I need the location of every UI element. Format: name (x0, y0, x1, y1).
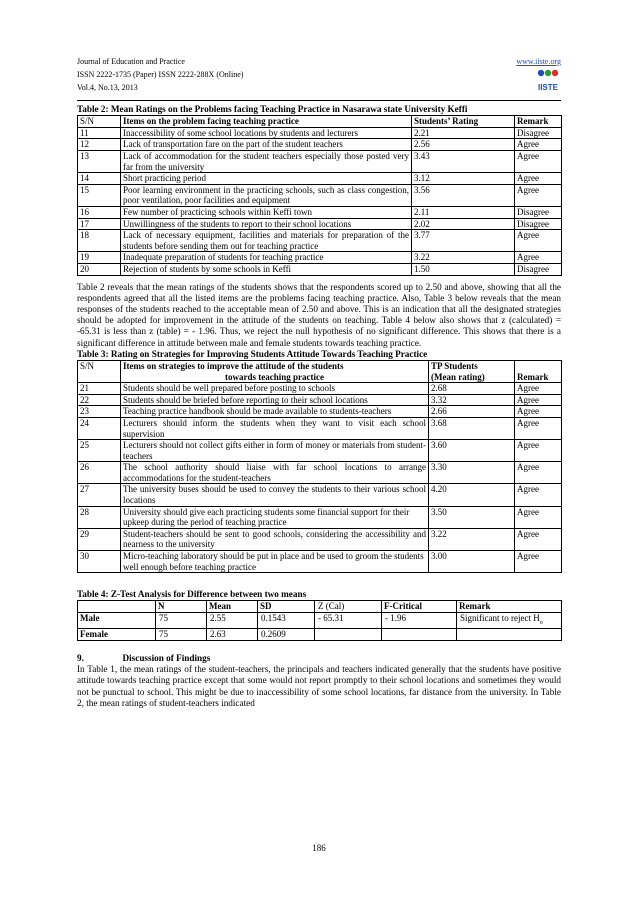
table-cell: 2.68 (429, 383, 515, 395)
table-cell: Agree (515, 139, 562, 151)
table-cell: Disagree (515, 218, 562, 230)
table-row (78, 263, 562, 275)
table-cell: 29 (78, 528, 121, 550)
table-row (78, 173, 562, 185)
table-row (78, 184, 562, 206)
table-cell: 22 (78, 394, 121, 406)
table-row (78, 417, 562, 439)
table-cell: Few number of practicing schools within Keffi town (121, 206, 412, 218)
section-title: Discussion of Findings (122, 653, 211, 663)
table-cell: 2.02 (412, 218, 515, 230)
table2-header-cell: Students’ Rating (412, 116, 515, 128)
table-cell: 17 (78, 218, 121, 230)
remark-subscript: o (539, 619, 543, 626)
table-cell: Agree (515, 252, 562, 264)
table-row (78, 139, 562, 151)
table-cell: 3.60 (429, 440, 515, 462)
table-cell: Rejection of students by some schools in Keffi (121, 263, 412, 275)
journal-url-link[interactable]: www.iiste.org (516, 57, 561, 66)
table-cell (382, 629, 457, 641)
spacer (77, 573, 561, 589)
table-cell: Agree (515, 528, 562, 550)
table2-header-cell: Items on the problem facing teaching practice (121, 116, 412, 128)
table-cell: 3.56 (412, 184, 515, 206)
table-cell: Agree (515, 462, 562, 484)
table-cell: 24 (78, 417, 121, 439)
table-row (78, 150, 562, 172)
table3-caption: Table 3: Rating on Strategies for Improving Students Attitude Towards Teaching Practice (77, 348, 428, 359)
table-cell: 19 (78, 252, 121, 264)
table2-header-cell: Remark (515, 116, 562, 128)
table3-header-cell (429, 360, 515, 382)
table-cell: 15 (78, 184, 121, 206)
table-cell: 3.30 (429, 462, 515, 484)
logo-text: IISTE (537, 83, 559, 92)
table-cell: 0.1543 (258, 613, 315, 629)
table-row (78, 252, 562, 264)
page-number: 186 (312, 843, 326, 853)
table3-header-line: towards teaching practice (225, 371, 324, 382)
issn-line: ISSN 2222-1735 (Paper) ISSN 2222-288X (Online) (77, 70, 244, 79)
table-row (78, 440, 562, 462)
table-cell: Agree (515, 150, 562, 172)
table-cell: Lack of accommodation for the student teachers especially those posted very far from the university (121, 150, 412, 172)
table-cell: Agree (515, 230, 562, 252)
table-cell: Lecturers should not collect gifts either in form of money or materials from student-teachers (121, 440, 429, 462)
table-cell: 25 (78, 440, 121, 462)
table-cell: 2.11 (412, 206, 515, 218)
table-cell: Micro-teaching laboratory should be put in place and be used to groom the students well enough before teaching practice (121, 551, 429, 573)
table-row (78, 406, 562, 418)
table-cell: 11 (78, 127, 121, 139)
table-cell: 13 (78, 150, 121, 172)
table-row (78, 383, 562, 395)
table-cell: 3.32 (429, 394, 515, 406)
table-cell: Disagree (515, 127, 562, 139)
table2-header-row (78, 116, 562, 128)
table-cell: 3.50 (429, 506, 515, 528)
table4-header-cell: Remark (457, 601, 562, 613)
table-row (78, 613, 562, 629)
table-cell: 2.21 (412, 127, 515, 139)
table-cell: 75 (156, 613, 207, 629)
section-paragraph: In Table 1, the mean ratings of the student-teachers, the principals and teachers indicated generally that the students have positive attitude towards teaching practice except that some would not report promptly to their school locations and sometimes they would not be punctual to school. This might be due to inaccessibility of some school locations, far distance from the university. In Table 2, the mean ratings of student-teachers indicated (77, 664, 561, 708)
table-cell: Agree (515, 383, 562, 395)
table-cell (457, 629, 562, 641)
table-cell: Disagree (515, 206, 562, 218)
table-cell: 3.68 (429, 417, 515, 439)
remark-text: Significant to reject H (460, 613, 540, 624)
table-row (78, 506, 562, 528)
table-cell: 3.77 (412, 230, 515, 252)
table-cell: 2.56 (412, 139, 515, 151)
table-cell: 3.43 (412, 150, 515, 172)
table-cell: 12 (78, 139, 121, 151)
table-cell: Students should be briefed before reporting to their school locations (121, 394, 429, 406)
table-cell: University should give each practicing students some financial support for their upkeep during the period of teaching practice (121, 506, 429, 528)
table2-header-cell: S/N (78, 116, 121, 128)
table-cell: 27 (78, 484, 121, 506)
table-cell: 23 (78, 406, 121, 418)
table4-header-cell: SD (258, 601, 315, 613)
page-content (77, 104, 561, 709)
table-cell: Inaccessibility of some school locations by students and lecturers (121, 127, 412, 139)
table-row (78, 629, 562, 641)
table-cell: 18 (78, 230, 121, 252)
journal-name: Journal of Education and Practice (77, 57, 185, 66)
section-number: 9. (77, 653, 84, 663)
table-cell: 2.66 (429, 406, 515, 418)
table2-caption: Table 2: Mean Ratings on the Problems facing Teaching Practice in Nasarawa state University Keffi (77, 104, 468, 114)
table-cell: Agree (515, 484, 562, 506)
table-cell: Lack of transportation fare on the part of the student teachers (121, 139, 412, 151)
table-cell: 2.63 (207, 629, 258, 641)
table-cell (457, 613, 562, 629)
table-cell: 4.20 (429, 484, 515, 506)
table-cell: Agree (515, 406, 562, 418)
body-paragraph: Table 2 reveals that the mean ratings of the students shows that the respondents scored up to 2.50 and above, showing that all the respondents agreed that all the listed items are the problems facing teaching practice. Also, Table 3 below reveals that the mean responses of the students reached to the acceptable mean of 2.50 and above. This is an indication that all the designated strategies should be adopted for improvement in the attitude of the students on teaching. Table 4 below also shows that z (calculated) = -65.31 is less than z (table) = - 1.96. Thus, we reject the null hypothesis of no significant difference. This shows that there is a significant difference in attitude between male and female students towards teaching practice. (77, 281, 561, 348)
table-cell: 3.00 (429, 551, 515, 573)
table-cell: 16 (78, 206, 121, 218)
table-cell: 1.50 (412, 263, 515, 275)
table-cell: 28 (78, 506, 121, 528)
table4-header-cell: F-Critical (382, 601, 457, 613)
table-cell: Disagree (515, 263, 562, 275)
table-cell: - 1.96 (382, 613, 457, 629)
table-cell: 30 (78, 551, 121, 573)
table-cell: Agree (515, 173, 562, 185)
section-heading (77, 653, 561, 664)
table-cell: 3.22 (412, 252, 515, 264)
table-cell: 21 (78, 383, 121, 395)
table-cell: 75 (156, 629, 207, 641)
table-cell: Agree (515, 394, 562, 406)
table-row (78, 394, 562, 406)
table4-header-cell: N (156, 601, 207, 613)
table-cell: Teaching practice handbook should be made available to students-teachers (121, 406, 429, 418)
table-row (78, 484, 562, 506)
table2 (77, 115, 562, 275)
table-cell: Agree (515, 184, 562, 206)
table3-header-line: Items on strategies to improve the attitude of the students (123, 360, 344, 371)
table-cell: 20 (78, 263, 121, 275)
table-cell: Male (78, 613, 156, 629)
table4-header-cell (78, 601, 156, 613)
table-row (78, 551, 562, 573)
table3-header-line: (Mean rating) (431, 371, 485, 382)
table3-header-cell (121, 360, 429, 382)
table-cell: The university buses should be used to convey the students to their various school locations (121, 484, 429, 506)
table-cell: Agree (515, 440, 562, 462)
table-cell: Students should be well prepared before posting to schools (121, 383, 429, 395)
table-cell: 3.12 (412, 173, 515, 185)
table-cell: 26 (78, 462, 121, 484)
table-cell: Agree (515, 551, 562, 573)
table-cell: 2.55 (207, 613, 258, 629)
table4-header-cell: Z (Cal) (315, 601, 382, 613)
table-row (78, 218, 562, 230)
table-cell: Unwillingness of the students to report to their school locations (121, 218, 412, 230)
table4-caption: Table 4: Z-Test Analysis for Difference between two means (77, 589, 307, 600)
table-cell: - 65.31 (315, 613, 382, 629)
table-cell: Lecturers should inform the students when they want to visit each school supervision (121, 417, 429, 439)
table-cell: Student-teachers should be sent to good schools, considering the accessibility and nearness to the university (121, 528, 429, 550)
table3-header-cell: S/N (78, 360, 121, 382)
table4 (77, 600, 562, 641)
table-row (78, 127, 562, 139)
page-header (77, 55, 561, 94)
header-divider (77, 100, 561, 101)
table-cell: Female (78, 629, 156, 641)
iiste-logo (533, 66, 563, 96)
table-row (78, 528, 562, 550)
table-row (78, 462, 562, 484)
volume-line: Vol.4, No.13, 2013 (77, 83, 138, 92)
table-cell: Agree (515, 417, 562, 439)
table-cell: Agree (515, 506, 562, 528)
table-cell: 0.2609 (258, 629, 315, 641)
table-cell: Short practicing period (121, 173, 412, 185)
table-cell: Lack of necessary equipment, facilities and materials for preparation of the students before sending them out for teaching practice (121, 230, 412, 252)
table3-header-line: TP Students (431, 360, 478, 371)
table-cell (315, 629, 382, 641)
table3-header-cell: Remark (515, 360, 562, 382)
table-cell: The school authority should liaise with far school locations to arrange accommodations for the student-teachers (121, 462, 429, 484)
table-cell: 14 (78, 173, 121, 185)
table4-header-cell: Mean (207, 601, 258, 613)
table3-header-row (78, 360, 562, 382)
table-cell: Inadequate preparation of students for teaching practice (121, 252, 412, 264)
table4-header-row (78, 601, 562, 613)
table-cell: 3.22 (429, 528, 515, 550)
table-row (78, 230, 562, 252)
table-row (78, 206, 562, 218)
table-cell: Poor learning environment in the practicing schools, such as class congestion, poor ventilation, poor facilities and equipment (121, 184, 412, 206)
table3 (77, 360, 562, 573)
